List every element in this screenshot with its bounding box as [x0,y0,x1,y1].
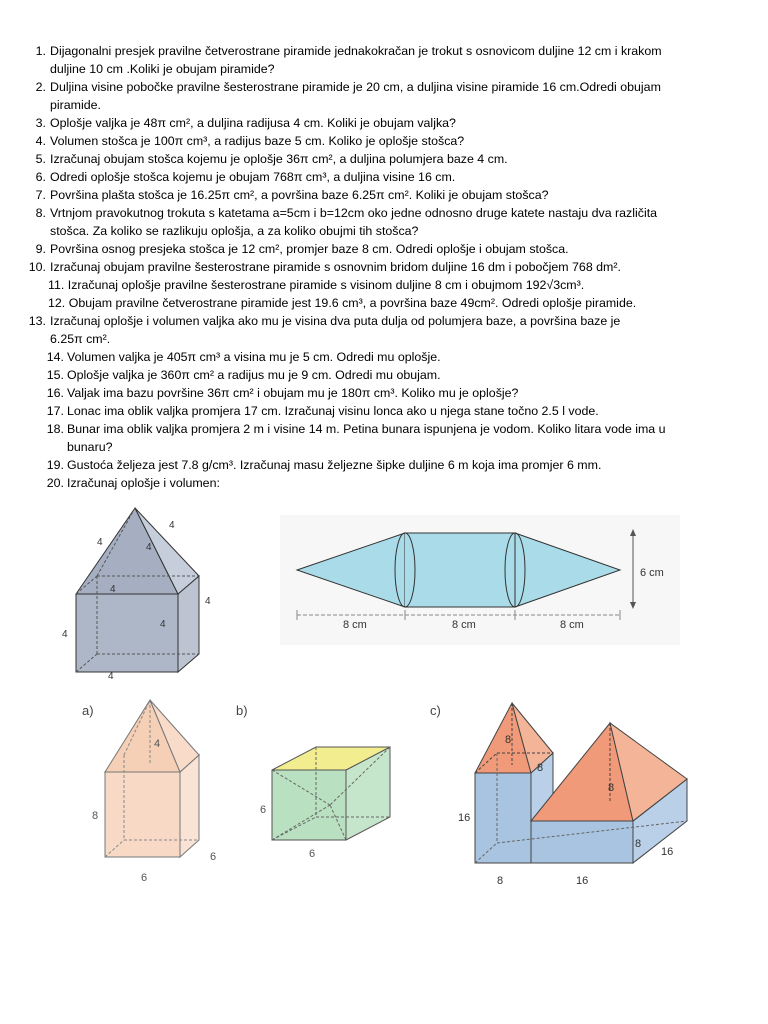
problem-text: Izračunaj obujam stošca kojemu je oplošje 36π cm², a duljina polumjera baze 4 cm. [50,152,508,166]
problem-item [20,204,750,240]
problem-list [20,42,750,492]
problem-item [20,42,750,78]
figure-c-letter: c) [430,703,441,718]
problem-text: Volumen valjka je 405π cm³ a visina mu je 5 cm. Odredi mu oplošje. [67,350,441,364]
problem-item [20,78,750,114]
a-label: 6 [210,851,217,863]
problem-number: 18. [46,422,64,436]
problem-number: 3. [35,116,46,130]
problem-number: 6. [35,170,46,184]
problem-item [20,366,750,384]
problem-text: Gustoća željeza jest 7.8 g/cm³. Izračunaj masu željezne šipke duljine 6 m koja ima promjer 6 mm. [67,458,602,472]
problem-item [20,168,750,186]
problem-item [20,150,750,168]
house-label: 4 [110,584,116,595]
figure-c-composite [425,695,725,895]
problem-item [20,384,750,402]
problem-text: Obujam pravilne četverostrane piramide jest 19.6 cm³, a površina baze 49cm². Odredi oplošje piramide. [68,296,637,310]
house-label: 4 [97,537,103,548]
figure-house-solid [50,500,250,685]
problem-item [20,420,750,456]
problem-item [20,114,750,132]
dim-right-cone: 8 cm [560,619,584,631]
problem-text: Vrtnjom pravokutnog trokuta s katetama a=5cm i b=12cm oko jedne odnosno druge katete nastaju dva različita [50,206,658,220]
c-label: 8 [608,782,615,794]
c-label: 8 [497,875,504,887]
b-label: 6 [309,848,316,860]
problem-text: Bunar ima oblik valjka promjera 2 m i visine 14 m. Petina bunara ispunjena je vodom. Koliko litara vode ima u [67,422,666,436]
figure-b-letter: b) [236,703,248,718]
problem-number: 20. [46,476,64,490]
problem-text: Izračunaj oplošje pravilne šesterostrane piramide s visinom duljine 8 cm i obujmom 192√3cm³. [67,278,585,292]
problem-text: Dijagonalni presjek pravilne četverostrane piramide jednakokračan je trokut s osnovicom duljine 12 cm i krakom [50,44,662,58]
c-label: 8 [505,734,512,746]
problem-item [20,402,750,420]
problem-item [20,240,750,258]
dim-height: 6 cm [640,567,664,579]
problem-text: Izračunaj oplošje i volumen valjka ako mu je visina dva puta dulja od polumjera baze, a površina baze je [50,314,621,328]
problem-text: Duljina visine pobočke pravilne šesterostrane piramide je 20 cm, a duljina visine piramide 16 cm.Odredi obujam [50,80,661,94]
problem-item [20,258,750,276]
house-label: 4 [62,629,68,640]
problem-number: 8. [35,206,46,220]
problem-text: Odredi oplošje stošca kojemu je obujam 768π cm³, a duljina visine 16 cm. [50,170,456,184]
problem-item [20,456,750,474]
problem-text: Lonac ima oblik valjka promjera 17 cm. Izračunaj visinu lonca ako u njega stane točno 2.5 l vode. [67,404,599,418]
problem-number: 4. [35,134,46,148]
problem-text: Volumen stošca je 100π cm³, a radijus baze 5 cm. Koliko je oplošje stošca? [50,134,465,148]
problem-text: Oplošje valjka je 360π cm² a radijus mu je 9 cm. Odredi mu obujam. [67,368,441,382]
problem-item [20,132,750,150]
house-label: 4 [108,671,114,682]
problem-text-continuation: bunaru? [67,440,113,454]
house-label: 4 [146,542,152,553]
b-label: 6 [260,804,267,816]
a-label: 6 [141,872,148,884]
figure-a-letter: a) [82,703,94,718]
problem-number: 7. [35,188,46,202]
problem-number: 13. [28,314,46,328]
c-label: 8 [635,838,642,850]
house-label: 4 [169,520,175,531]
house-label: 4 [160,619,166,630]
problem-text: Izračunaj obujam pravilne šesterostrane piramide s osnovnim bridom duljine 16 dm i pobočjem 768 dm². [50,260,621,274]
problem-item [20,276,750,294]
problem-item [20,186,750,204]
figure-cone-cylinder [280,515,680,645]
problem-text-continuation: piramide. [50,98,101,112]
c-label: 16 [458,812,471,824]
c-label: 16 [576,875,589,887]
problem-number: 11. [48,278,65,292]
problem-text: Oplošje valjka je 48π cm², a duljina radijusa 4 cm. Koliki je obujam valjka? [50,116,456,130]
problem-number: 5. [35,152,46,166]
problem-number: 16. [46,386,64,400]
problem-item [20,312,750,348]
problem-text: Izračunaj oplošje i volumen: [67,476,220,490]
c-label: 8 [537,762,544,774]
a-label: 8 [92,810,99,822]
problem-number: 15. [46,368,64,382]
problem-number: 1. [35,44,46,58]
house-label: 4 [205,596,211,607]
figure-a-prism-pyramid [75,695,235,890]
a-label: 4 [154,738,161,750]
problem-number: 2. [35,80,46,94]
problem-number: 12. [48,296,66,310]
problem-number: 10. [28,260,46,274]
problem-text: Površina osnog presjeka stošca je 12 cm², promjer baze 8 cm. Odredi oplošje i obujam stošca. [50,242,569,256]
problem-item [20,294,750,312]
dim-cylinder: 8 cm [452,619,476,631]
problem-number: 19. [46,458,64,472]
problem-number: 9. [35,242,46,256]
problem-item [20,474,750,492]
dim-left-cone: 8 cm [343,619,367,631]
problem-text-continuation: 6.25π cm². [50,332,111,346]
problem-item [20,348,750,366]
problem-number: 14. [46,350,64,364]
c-label: 16 [661,846,674,858]
problem-text-continuation: stošca. Za koliko se razlikuju oplošja, a za koliko obujmi tih stošca? [50,224,419,238]
problem-number: 17. [46,404,64,418]
problem-text: Valjak ima bazu površine 36π cm² i obujam mu je 180π cm³. Koliko mu je oplošje? [67,386,519,400]
problem-text: Površina plašta stošca je 16.25π cm², a površina baze 6.25π cm². Koliki je obujam stošca? [50,188,549,202]
problem-text-continuation: duljine 10 cm .Koliki je obujam piramide? [50,62,275,76]
figure-b-prism [232,695,422,870]
